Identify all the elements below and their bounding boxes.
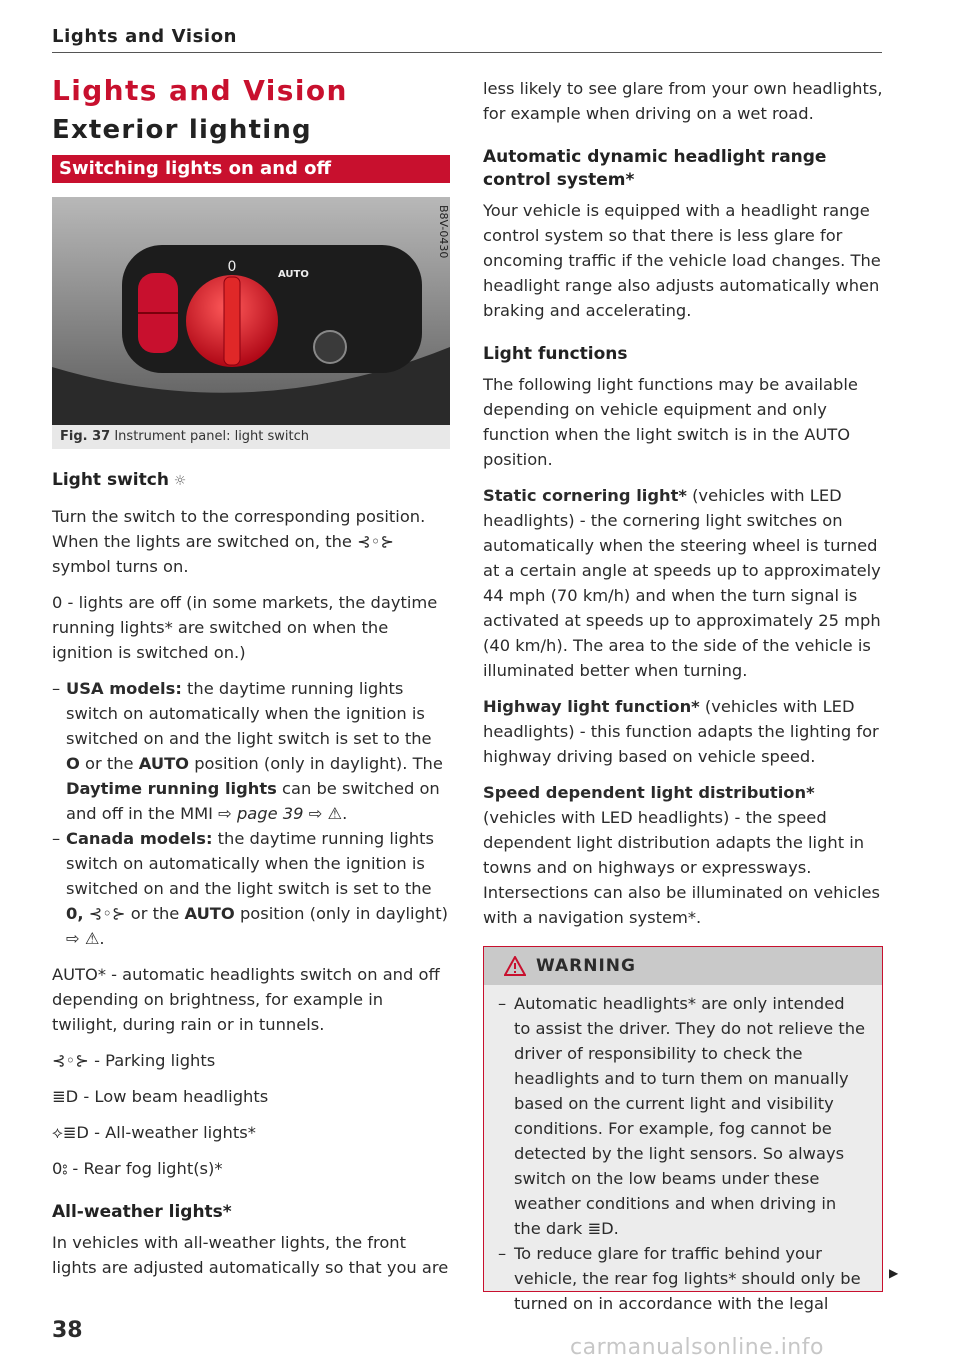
list-item-canada: – Canada models: the daytime running lights switch on automatically when the ignition is switched on and the light switch is set to the 0, ⊰◦⊱ or the AUTO position (only in daylight) ⇨ ⚠.	[52, 829, 448, 948]
figure-caption	[52, 425, 450, 449]
warning-item-1: – Automatic headlights* are only intended to assist the driver. They do not relieve the driver of responsibility to check the headlights and to turn them on manually based on the current light and visibility conditions. For example, fog cannot be detected by the light sensors. So always switch on the low beams under these weather conditions and when driving in the dark ≣D.	[498, 994, 866, 1238]
legend-all-weather: ⟡≣D - All-weather lights*	[52, 1123, 256, 1142]
adhrc-heading: Automatic dynamic headlight range control system*	[483, 147, 827, 190]
section-header: Lights and Vision	[52, 26, 238, 47]
chapter-title: Lights and Vision	[52, 74, 348, 107]
warning-body	[484, 985, 882, 1313]
figure-caption-text: Instrument panel: light switch	[114, 429, 310, 444]
warning-title: WARNING	[536, 956, 636, 976]
switch-label-auto: AUTO	[278, 269, 309, 280]
header-rule	[52, 52, 882, 53]
switch-label-off: 0	[227, 259, 237, 275]
paragraph-continued: less likely to see glare from your own headlights, for example when driving on a wet road.	[483, 79, 883, 123]
continue-arrow-icon: ▶	[889, 1266, 899, 1280]
paragraph-static-cornering: Static cornering light* (vehicles with LED headlights) - the cornering light switches on automatically when the steering wheel is turned at a certain angle at speeds up to approximately 44 mph (70 km/h) and when the turn signal is activated at speeds up to approximately 25 mph (40 km/h). The area to the side of the vehicle is illuminated better when turning.	[483, 486, 881, 680]
legend-rear-fog: 0⦂ - Rear fog light(s)*	[52, 1159, 223, 1178]
all-weather-heading: All-weather lights*	[52, 1202, 232, 1222]
light-functions-heading: Light functions	[483, 344, 628, 364]
watermark: carmanualsonline.info	[570, 1335, 824, 1360]
paragraph-turn-switch: Turn the switch to the corresponding position. When the lights are switched on, the ⊰◦⊱ symbol turns on.	[52, 507, 426, 576]
light-switch-icon: ☼	[168, 473, 187, 489]
left-column	[52, 70, 450, 1280]
paragraph-highway-light: Highway light function* (vehicles with LED headlights) - this function adapts the lighting for highway driving based on vehicle speed.	[483, 697, 879, 766]
warning-item-2: – To reduce glare for traffic behind your vehicle, the rear fog lights* should only be turned on in accordance with the legal	[498, 1244, 861, 1313]
paragraph-light-functions: The following light functions may be available depending on vehicle equipment and only function when the light switch is in the AUTO position.	[483, 375, 858, 469]
light-switch-photo	[52, 197, 450, 425]
figure-37	[52, 197, 450, 449]
light-switch-heading: Light switch ☼	[52, 470, 187, 490]
figure-number: Fig. 37	[60, 429, 111, 444]
paragraph-lights-off: 0 - lights are off (in some markets, the daytime running lights* are switched on when the ignition is switched on.)	[52, 593, 438, 662]
paragraph-all-weather: In vehicles with all-weather lights, the front lights are adjusted automatically so that you are	[52, 1233, 449, 1277]
list-item-usa: – USA models: the daytime running lights switch on automatically when the ignition is switched on and the light switch is set to the O or the AUTO position (only in daylight). The Daytime running lights can be switched on and off in the MMI ⇨ page 39 ⇨ ⚠.	[52, 679, 443, 823]
topic-banner: Switching lights on and off	[52, 155, 450, 183]
paragraph-auto: AUTO* - automatic headlights switch on and off depending on brightness, for example in twilight, during rain or in tunnels.	[52, 965, 440, 1034]
section-title: Exterior lighting	[52, 115, 312, 145]
figure-code: B8V-0430	[437, 205, 450, 259]
page-39-link[interactable]: page 39	[236, 804, 304, 823]
paragraph-adhrc: Your vehicle is equipped with a headlight range control system so that there is less glare for oncoming traffic if the vehicle load changes. The headlight range also adjusts automatically when braking and accelerating.	[483, 201, 881, 320]
warning-triangle-icon	[504, 956, 526, 976]
right-column	[483, 76, 883, 1313]
dimmer-wheel[interactable]	[314, 331, 346, 363]
page-number: 38	[52, 1318, 83, 1343]
legend-low-beam: ≣D - Low beam headlights	[52, 1087, 269, 1106]
warning-header	[484, 947, 882, 985]
paragraph-speed-dependent: Speed dependent light distribution* (vehicles with LED headlights) - the speed dependent light distribution adapts the light in towns and on highways or expressways. Intersections can also be illuminated on vehicles with a navigation system*.	[483, 783, 880, 927]
legend-parking-lights: ⊰◦⊱ - Parking lights	[52, 1051, 216, 1070]
warning-box	[483, 946, 883, 1313]
